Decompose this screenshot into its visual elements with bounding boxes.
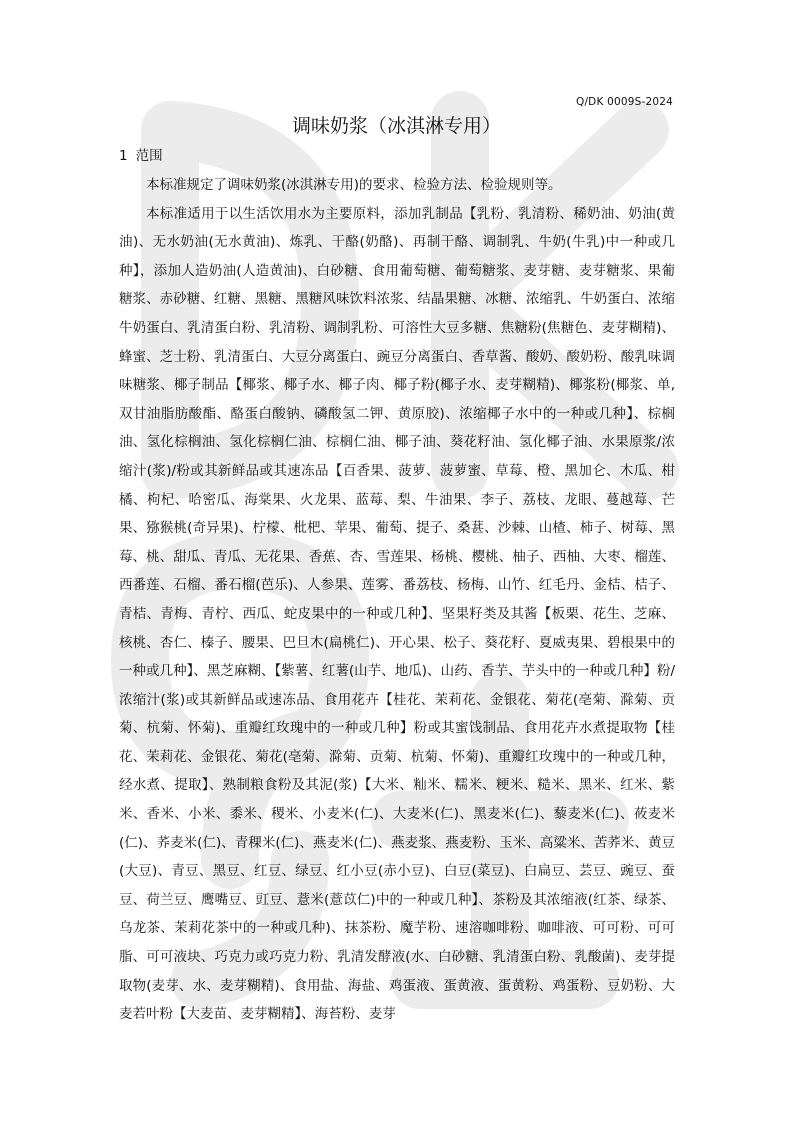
paragraph: 本标准适用于以生活饮用水为主要原料，添加乳制品【乳粉、乳清粉、稀奶油、奶油(黄油)、无水奶油(无水黄油)、炼乳、干酪(奶酪)、再制干酪、调制乳、牛奶(牛乳)中一种或几种】，添加人造奶油(人造黄油)、白砂糖、食用葡萄糖、葡萄糖浆、麦芽糖、麦芽糖浆、果葡糖浆、赤砂糖、红糖、黑糖、黑糖风味饮料浓浆、结晶果糖、冰糖、浓缩乳、牛奶蛋白、浓缩牛奶蛋白、乳清蛋白粉、乳清粉、调制乳粉、可溶性大豆多糖、焦糖粉(焦糖色、麦芽糊精)、蜂蜜、芝士粉、乳清蛋白、大豆分离蛋白、豌豆分离蛋白、香草酱、酸奶、酸奶粉、酸乳味调味糖浆、椰子制品【椰浆、椰子水、椰子肉、椰子粉(椰子水、麦芽糊精)、椰浆粉(椰浆、单,双甘油脂肪酸酯、酪蛋白酸钠、磷酸氢二钾、黄原胶)、浓缩椰子水中的一种或几种】、棕榈油、氢化棕榈油、氢化棕榈仁油、棕榈仁油、椰子油、葵花籽油、氢化椰子油、水果原浆/浓缩汁(浆)/粉或其新鲜品或其速冻品【百香果、菠萝、菠萝蜜、草莓、橙、黑加仑、木瓜、柑橘、枸杞、哈密瓜、海棠果、火龙果、蓝莓、梨、牛油果、李子、荔枝、龙眼、蔓越莓、芒果、猕猴桃(奇异果)、柠檬、枇杷、苹果、葡萄、提子、桑葚、沙棘、山楂、柿子、树莓、黑莓、桃、甜瓜、青瓜、无花果、香蕉、杏、雪莲果、杨桃、樱桃、柚子、西柚、大枣、榴莲、西番莲、石榴、番石榴(芭乐)、人参果、莲雾、番荔枝、杨梅、山竹、红毛丹、金桔、桔子、青桔、青梅、青柠、西瓜、蛇皮果中的一种或几种】、坚果籽类及其酱【板栗、花生、芝麻、核桃、杏仁、榛子、腰果、巴旦木(扁桃仁)、开心果、松子、葵花籽、夏威夷果、碧根果中的一种或几种】、黑芝麻糊、【紫薯、红薯(山芋、地瓜)、山药、香芋、芋头中的一种或几种】粉/浓缩汁(浆)或其新鲜品或速冻品、食用花卉【桂花、茉莉花、金银花、菊花(亳菊、滁菊、贡菊、杭菊、怀菊)、重瓣红玫瑰中的一种或几种】粉或其蜜饯制品、食用花卉水煮提取物【桂花、茉莉花、金银花、菊花(亳菊、滁菊、贡菊、杭菊、怀菊)、重瓣红玫瑰中的一种或几种，经水煮、提取】、熟制粮食粉及其泥(浆)【大米、籼米、糯米、粳米、糙米、黑米、红米、紫米、香米、小米、黍米、稷米、小麦米(仁)、大麦米(仁)、黑麦米(仁)、藜麦米(仁)、莜麦米(仁)、荞麦米(仁)、青稞米(仁)、燕麦米(仁)、燕麦浆、燕麦粉、玉米、高粱米、苦荞米、黄豆(大豆)、青豆、黑豆、红豆、绿豆、红小豆(赤小豆)、白豆(菜豆)、白扁豆、芸豆、豌豆、蚕豆、荷兰豆、鹰嘴豆、豇豆、薏米(薏苡仁)中的一种或几种】、茶粉及其浓缩液(红茶、绿茶、乌龙茶、茉莉花茶中的一种或几种)、抹茶粉、魔芋粉、速溶咖啡粉、咖啡液、可可粉、可可脂、可可液块、巧克力或巧克力粉、乳清发酵液(水、白砂糖、乳清蛋白粉、乳酸菌)、麦芽提取物(麦芽、水、麦芽糊精)、食用盐、海盐、鸡蛋液、蛋黄液、蛋黄粉、鸡蛋粉、豆奶粉、大麦若叶粉【大麦苗、麦芽糊精】、海苔粉、麦芽	[119, 205, 675, 1023]
section-heading	[119, 146, 163, 166]
document-code: Q/DK 0009S-2024	[575, 96, 673, 108]
document-title: 调味奶浆（冰淇淋专用）	[291, 115, 501, 137]
section-body	[119, 171, 675, 1029]
paragraph: 本标准规定了调味奶浆(冰淇淋专用)的要求、检验方法、检验规则等。	[146, 177, 562, 193]
section-number: 1	[119, 148, 128, 164]
section-title: 范围	[135, 148, 163, 164]
